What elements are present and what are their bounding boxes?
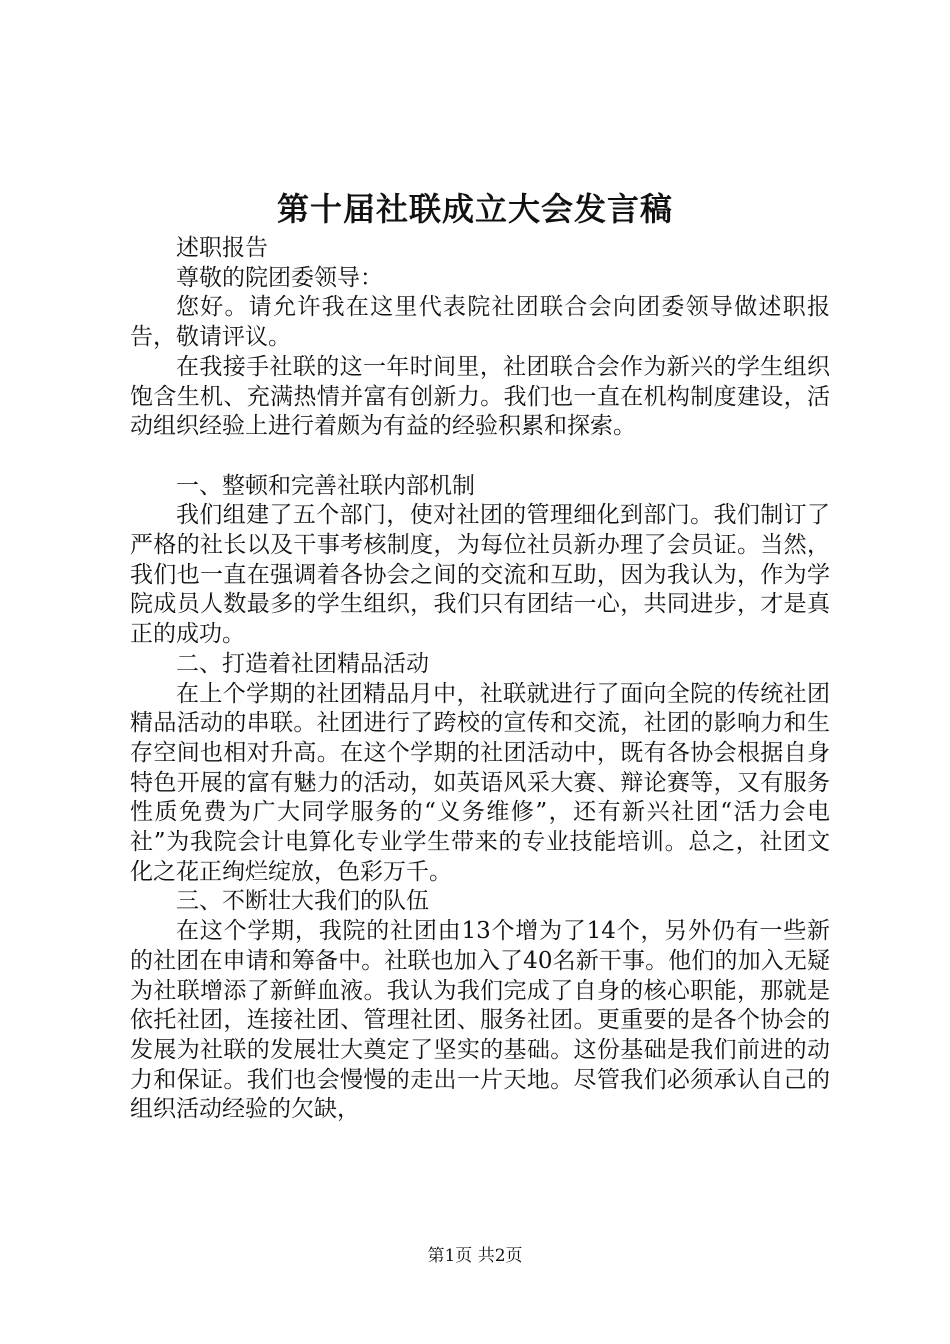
section-heading-1: 一、整顿和完善社联内部机制 (176, 472, 475, 499)
page-number-footer: 第1页 共2页 (427, 1246, 523, 1266)
section-heading-2: 二、打造着社团精品活动 (176, 650, 429, 677)
salutation: 尊敬的院团委领导： (176, 264, 383, 291)
section-heading-3: 三、不断壮大我们的队伍 (176, 888, 429, 915)
section-body-1: 我们组建了五个部门，使对社团的管理细化到部门。我们制订了严格的社长以及干事考核制度，为每位社员新办理了会员证。当然，我们也一直在强调着各协会之间的交流和互助，因为我认为，作为学院成员人数最多的学生组织，我们只有团结一心，共同进步，才是真正的成功。 (130, 502, 830, 648)
intro-paragraph: 在我接手社联的这一年时间里，社团联合会作为新兴的学生组织饱含生机、充满热情并富有创新力。我们也一直在机构制度建设，活动组织经验上进行着颇为有益的经验积累和探索。 (130, 353, 830, 440)
report-heading: 述职报告 (176, 235, 268, 261)
section-body-2: 在上个学期的社团精品月中，社联就进行了面向全院的传统社团精品活动的串联。社团进行了跨校的宣传和交流，社团的影响力和生存空间也相对升高。在这个学期的社团活动中，既有各协会根据自身特色开展的富有魅力的活动，如英语风采大赛、辩论赛等，又有服务性质免费为广大同学服务的“义务维修”，还有新兴社团“活力会电社”为我院会计电算化专业学生带来的专业技能培训。总之，社团文化之花正绚烂绽放，色彩万千。 (130, 680, 830, 885)
document-body (130, 234, 830, 1125)
opening-paragraph: 您好。请允许我在这里代表院社团联合会向团委领导做述职报告，敬请评议。 (130, 294, 830, 351)
document-title: 第十届社联成立大会发言稿 (276, 190, 673, 228)
section-body-3: 在这个学期，我院的社团由13个增为了14个，另外仍有一些新的社团在申请和筹备中。社联也加入了40名新干事。他们的加入无疑为社联增添了新鲜血液。我认为我们完成了自身的核心职能，那就是依托社团，连接社团、管理社团、服务社团。更重要的是各个协会的发展为社联的发展壮大奠定了坚实的基础。这份基础是我们前进的动力和保证。我们也会慢慢的走出一片天地。尽管我们必须承认自己的组织活动经验的欠缺， (130, 918, 830, 1123)
paragraph-spacer (130, 442, 830, 472)
